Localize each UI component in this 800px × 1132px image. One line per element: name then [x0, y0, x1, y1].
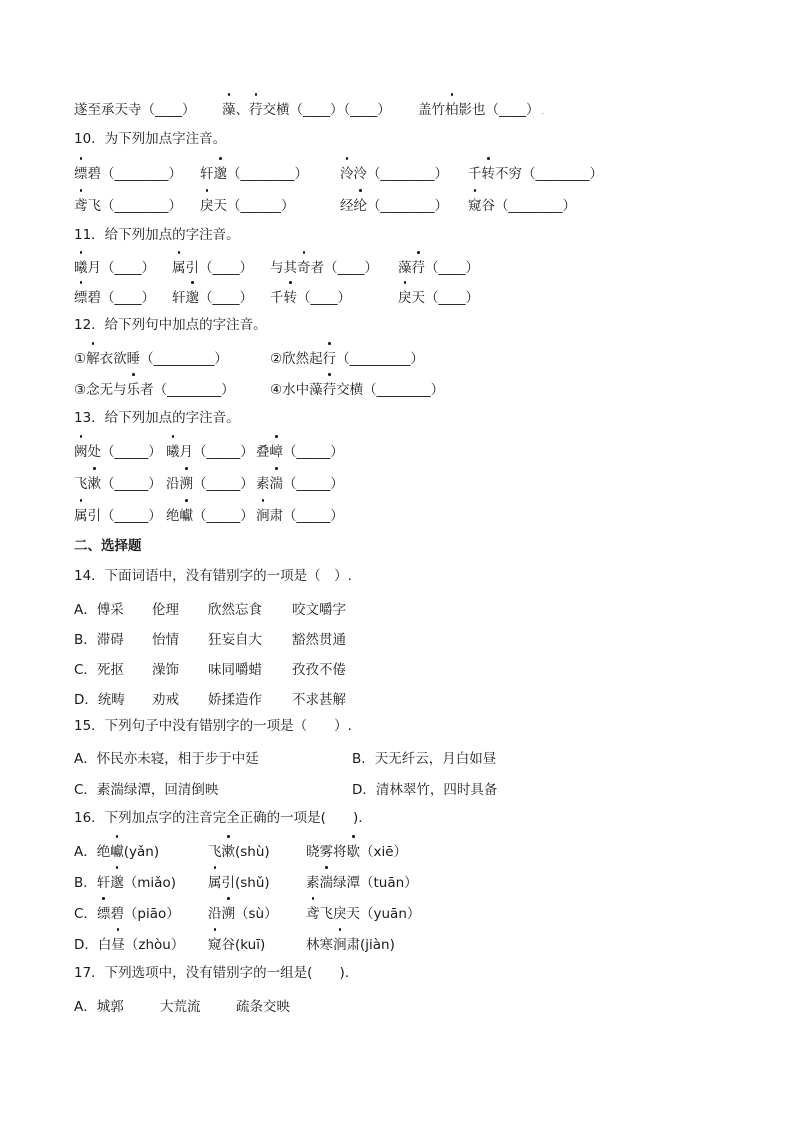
q9-item-1 [74, 98, 196, 118]
q12-item-text: 衣欲睡（_________） [99, 351, 228, 367]
q13-item [166, 472, 254, 492]
q17-option-a [74, 995, 124, 1015]
q16-dot-char: 属 [208, 871, 222, 891]
q16-pre: A．绝 [74, 844, 111, 860]
q16-pre: 晓雾将 [306, 844, 347, 860]
q10-item [74, 162, 182, 182]
q10-dot-char: 邈 [214, 162, 228, 182]
q12-item [270, 378, 444, 398]
q16-dot-char: 涧 [333, 933, 347, 953]
q16-option-d [74, 933, 184, 953]
q16-option-d [208, 933, 265, 953]
q16-option-b [74, 871, 176, 891]
q11-item-text: 碧（____） [87, 290, 155, 306]
q12-item-pre: ① [74, 351, 87, 367]
q12-dot-char: 解 [86, 347, 100, 367]
q9-sep: 、 [235, 102, 249, 118]
q16-post: 引(shǔ) [221, 875, 270, 891]
q11-item [398, 286, 479, 306]
section-heading: 二、选择题 [74, 538, 142, 554]
q10-item-pre: 千 [468, 166, 482, 182]
q10-item-text: （________） [227, 166, 308, 182]
q13-stem: 13．给下列加点的字注音。 [74, 410, 240, 426]
q10-dot-char: 泠 [340, 162, 354, 182]
q12-item-text: 者（________） [140, 382, 235, 398]
q17-stem: 17．下列选项中，没有错别字的一组是( ). [74, 965, 350, 981]
q16-post: 飞戾天（yuān） [319, 906, 421, 922]
q15-option-d: D．清林翠竹，四时具备 [352, 782, 498, 798]
q12-item [74, 378, 235, 398]
q11-item [172, 286, 253, 306]
q10-item-text: 碧（________） [87, 166, 182, 182]
q14-option-a [74, 598, 124, 618]
q10-item [468, 162, 603, 182]
q15-option-c: C．素湍绿潭，回清倒映 [74, 782, 219, 798]
q12-item-pre: ③念无与 [74, 382, 127, 398]
q14-option-c [208, 658, 262, 678]
q16-option-b [306, 871, 418, 891]
q16-dot-char: 巘 [110, 840, 124, 860]
q16-post: （zhòu） [124, 937, 185, 953]
q10-dot-char: 鸢 [74, 194, 88, 214]
q13-item [74, 504, 162, 524]
q10-item [340, 162, 448, 182]
q17-a-w2: 大荒流 [160, 999, 201, 1015]
q13-item [256, 440, 344, 460]
q14-option-c [292, 658, 346, 678]
q11-dot-char: 缥 [74, 286, 88, 306]
q11-dot-char: 奇 [297, 256, 311, 276]
q11-item-text: （____） [297, 290, 351, 306]
q16-dot-char: 邈 [110, 871, 124, 891]
q14-option-c [152, 658, 179, 678]
q12-item [74, 347, 228, 367]
q14-option-a [152, 598, 179, 618]
q13-dot-char: 涧 [256, 504, 270, 524]
q16-option-a [306, 840, 407, 860]
q11-dot-char: 邈 [186, 286, 200, 306]
q10-item [200, 162, 308, 182]
q16-dot-char: 溯 [222, 902, 236, 922]
q14-b-w3: 狂妄自大 [208, 632, 262, 648]
q11-dot-char: 戾 [398, 286, 412, 306]
q10-item [200, 194, 295, 214]
q14-option-d [208, 688, 262, 708]
q14-option-d [292, 688, 346, 708]
q17-option-a [160, 995, 201, 1015]
q10-item-text: 不穷（________） [495, 166, 603, 182]
q9-item-2 [222, 98, 391, 118]
q14-option-a [292, 598, 346, 618]
q9-item-3-pre: 盖竹 [418, 102, 445, 118]
q13-item-text: （_____） [283, 444, 344, 460]
q13-dot-char: 曦 [166, 440, 180, 460]
q9-item-2-text: 交横（____）（____） [262, 102, 391, 118]
q15-option-b: B．天无纤云，月白如昼 [352, 751, 497, 767]
q16-post: (shù) [235, 844, 270, 860]
q13-item [74, 472, 162, 492]
q13-dot-char: 溯 [180, 472, 194, 492]
q13-item-text: 引（_____） [87, 508, 162, 524]
q14-option-b [292, 628, 346, 648]
q13-item-text: 月（_____） [179, 444, 254, 460]
q13-item-pre: 叠 [256, 444, 270, 460]
q14-b-w1: B．滞碍 [74, 632, 124, 648]
q13-dot-char: 属 [74, 504, 88, 524]
q11-dot-char: 曦 [74, 256, 88, 276]
q16-post: （sù） [235, 906, 278, 922]
q10-item [340, 194, 448, 214]
q11-item [74, 286, 155, 306]
q13-item-text: （_____） [193, 476, 254, 492]
q12-item-text: （_________） [336, 351, 424, 367]
q14-c-w1: C．死抠 [74, 662, 124, 678]
q12-dot-char: 荇 [323, 378, 337, 398]
q16-stem: 16．下列加点字的注音完全正确的一项是( ). [74, 810, 363, 826]
q9-item-1-text: 遂至承天寺（____） [74, 102, 196, 118]
q12-dot-char: 乐 [127, 378, 141, 398]
q14-option-b [152, 628, 179, 648]
q11-item-text: 引（____） [185, 260, 253, 276]
q16-option-a [74, 840, 159, 860]
q16-post: 绿潭（tuān） [333, 875, 418, 891]
q13-dot-char: 阙 [74, 440, 88, 460]
q10-item-text: 谷（________） [481, 198, 576, 214]
q11-item-text: 月（____） [87, 260, 155, 276]
q16-option-c [306, 902, 420, 922]
q10-dot-char: 转 [482, 162, 496, 182]
q11-item-pre: 藻 [398, 260, 412, 276]
q16-post: 谷(kuī) [221, 937, 266, 953]
q13-item [256, 504, 344, 524]
q16-pre: B．轩 [74, 875, 111, 891]
q14-c-w3: 味同嚼蜡 [208, 662, 262, 678]
q9-dot-char-1: 藻 [222, 98, 236, 118]
q16-pre: 林寒 [306, 937, 333, 953]
q12-stem: 12．给下列句中加点的字注音。 [74, 317, 267, 333]
q13-item-pre: 绝 [166, 508, 180, 524]
q13-item-text: 处（_____） [87, 444, 162, 460]
q14-d-w2: 劝戒 [152, 692, 179, 708]
q13-item-text: （_____） [101, 476, 162, 492]
q10-dot-char: 纶 [354, 194, 368, 214]
q9-dot-char-3: 柏 [445, 98, 459, 118]
q11-item-text: （____） [425, 260, 479, 276]
q16-option-b [208, 871, 270, 891]
end-mark: . [541, 107, 545, 116]
q14-option-c [74, 658, 124, 678]
q10-item [468, 194, 576, 214]
q14-option-b [74, 628, 124, 648]
q16-pre: 飞 [208, 844, 222, 860]
q11-item [270, 256, 378, 276]
q10-item-text: 泠（________） [353, 166, 448, 182]
q11-stem: 11．给下列加点的字注音。 [74, 227, 240, 243]
q13-item-pre: 飞 [74, 476, 88, 492]
q16-post: （xiē） [360, 844, 408, 860]
q12-item-pre: ②欣然起 [270, 351, 323, 367]
q13-item-pre: 素 [256, 476, 270, 492]
q13-item-text: 肃（_____） [269, 508, 344, 524]
q10-dot-char: 戾 [200, 194, 214, 214]
q13-dot-char: 漱 [88, 472, 102, 492]
q11-item [172, 256, 253, 276]
q16-option-d [306, 933, 395, 953]
q10-item-text: （________） [367, 198, 448, 214]
q14-b-w4: 豁然贯通 [292, 632, 346, 648]
q14-a-w2: 伦理 [152, 602, 179, 618]
q16-dot-char: 窥 [208, 933, 222, 953]
q10-item [74, 194, 182, 214]
q16-post: (yǎn) [123, 844, 160, 860]
q11-dot-char: 荇 [412, 256, 426, 276]
q11-item-text: （____） [199, 290, 253, 306]
q13-item-text: （_____） [283, 476, 344, 492]
q16-dot-char: 鸢 [306, 902, 320, 922]
q17-a-w1: A．城郭 [74, 999, 124, 1015]
q16-pre: 素 [306, 875, 320, 891]
q16-post: 碧（piāo） [110, 906, 180, 922]
q9-item-3 [418, 98, 544, 118]
q10-dot-char: 缥 [74, 162, 88, 182]
q14-option-b [208, 628, 262, 648]
q12-item [270, 347, 424, 367]
q12-item-text: 交横（________） [336, 382, 445, 398]
q11-item-pre: 与其 [270, 260, 297, 276]
q11-item-text: 天（____） [411, 290, 479, 306]
q15-stem: 15．下列句子中没有错别字的一项是（ ）. [74, 718, 352, 734]
q13-dot-char: 嶂 [270, 440, 284, 460]
q12-item-pre: ④水中藻 [270, 382, 323, 398]
q16-pre: 沿 [208, 906, 222, 922]
q16-option-a [208, 840, 270, 860]
q16-dot-char: 漱 [222, 840, 236, 860]
q10-dot-char: 窥 [468, 194, 482, 214]
q13-item [166, 504, 254, 524]
q16-post: 肃(jiàn) [346, 937, 395, 953]
q13-item [74, 440, 162, 460]
q14-option-a [208, 598, 262, 618]
q16-dot-char: 缥 [97, 902, 111, 922]
q14-d-w1: D．统畴 [74, 692, 125, 708]
q14-c-w2: 澡饰 [152, 662, 179, 678]
q10-item-pre: 经 [340, 198, 354, 214]
q9-item-3-post: 影也（____） [458, 102, 540, 118]
q16-post: （miǎo) [123, 875, 176, 891]
q17-a-w3: 疏条交映 [236, 999, 290, 1015]
q17-option-a [236, 995, 290, 1015]
q11-item [398, 256, 479, 276]
q14-a-w1: A．傅采 [74, 602, 124, 618]
q14-d-w4: 不求甚解 [292, 692, 346, 708]
q16-dot-char: 湍 [320, 871, 334, 891]
q10-item-text: 天（______） [213, 198, 295, 214]
q11-item-text: 者（____） [310, 260, 378, 276]
q15-option-a: A．怀民亦未寝，相于步于中廷 [74, 751, 259, 767]
q13-item [256, 472, 344, 492]
q14-d-w3: 娇揉造作 [208, 692, 262, 708]
q16-pre: D．白 [74, 937, 112, 953]
q12-dot-char: 行 [323, 347, 337, 367]
q16-dot-char: 昼 [111, 933, 125, 953]
q13-item [166, 440, 254, 460]
q16-option-c [208, 902, 278, 922]
q14-b-w2: 怡情 [152, 632, 179, 648]
q11-dot-char: 转 [284, 286, 298, 306]
q11-item [74, 256, 155, 276]
q14-option-d [74, 688, 125, 708]
q10-item-pre: 轩 [200, 166, 214, 182]
q13-dot-char: 湍 [270, 472, 284, 492]
q13-item-text: （_____） [193, 508, 254, 524]
q16-option-c [74, 902, 180, 922]
q16-dot-char: 歇 [347, 840, 361, 860]
q11-item [270, 286, 351, 306]
q14-c-w4: 孜孜不倦 [292, 662, 346, 678]
q16-pre: C． [74, 906, 97, 922]
q11-item-pre: 千 [270, 290, 284, 306]
q14-option-d [152, 688, 179, 708]
q13-dot-char: 巘 [180, 504, 194, 524]
q14-stem: 14．下面词语中，没有错别字的一项是（ ）. [74, 568, 352, 584]
q14-a-w4: 咬文嚼字 [292, 602, 346, 618]
q14-a-w3: 欣然忘食 [208, 602, 262, 618]
q10-item-text: 飞（________） [87, 198, 182, 214]
q9-dot-char-2: 荇 [249, 98, 263, 118]
q11-item-pre: 轩 [172, 290, 186, 306]
q10-stem: 10．为下列加点字注音。 [74, 131, 227, 147]
q11-dot-char: 属 [172, 256, 186, 276]
q13-item-pre: 沿 [166, 476, 180, 492]
